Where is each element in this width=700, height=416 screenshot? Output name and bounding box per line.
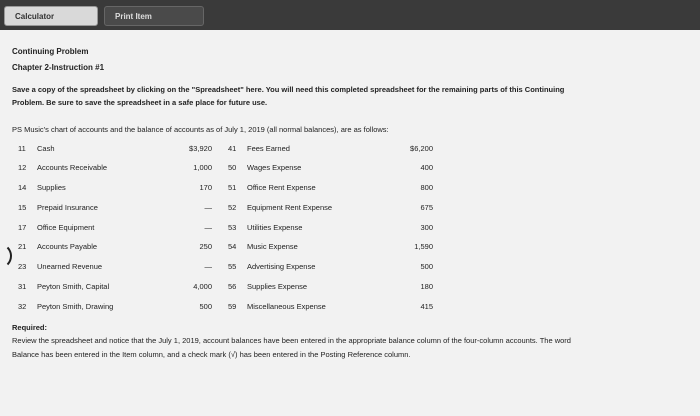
account-number: 11	[18, 144, 26, 153]
account-number: 21	[18, 242, 27, 251]
table-row	[0, 203, 700, 223]
account-number: 52	[228, 203, 237, 212]
table-row	[0, 163, 700, 183]
account-name: Unearned Revenue	[37, 262, 103, 271]
account-number: 12	[18, 163, 27, 172]
table-row	[0, 262, 700, 282]
account-balance: 1,590	[414, 242, 433, 251]
account-balance: 300	[420, 223, 433, 232]
account-name: Peyton Smith, Drawing	[37, 302, 114, 311]
table-row	[0, 144, 700, 164]
top-toolbar	[0, 0, 700, 30]
account-number: 41	[228, 144, 237, 153]
account-name: Peyton Smith, Capital	[37, 282, 110, 291]
account-name: Miscellaneous Expense	[247, 302, 326, 311]
account-balance: 500	[420, 262, 433, 271]
account-number: 14	[18, 183, 27, 192]
table-row	[0, 183, 700, 203]
intro-text: PS Music's chart of accounts and the balance of accounts as of July 1, 2019 (all normal balances), are as follows:	[12, 125, 389, 134]
save-note-line1: Save a copy of the spreadsheet by clicking on the "Spreadsheet" here. You will need this completed spreadsheet for the remaining parts of this Continuing	[12, 85, 565, 94]
account-number: 15	[18, 203, 27, 212]
problem-page	[0, 30, 700, 416]
print-item-button[interactable]: Print Item	[104, 6, 204, 26]
account-name: Accounts Payable	[37, 242, 98, 251]
calculator-button[interactable]: Calculator	[4, 6, 98, 26]
account-balance: 170	[199, 183, 212, 192]
account-balance: —	[204, 203, 212, 212]
account-number: 55	[228, 262, 237, 271]
account-name: Supplies	[37, 183, 66, 192]
account-balance: 1,000	[193, 163, 212, 172]
account-name: Wages Expense	[247, 163, 302, 172]
account-name: Advertising Expense	[247, 262, 316, 271]
instruction-heading: Chapter 2-Instruction #1	[12, 63, 105, 72]
account-name: Supplies Expense	[247, 282, 308, 291]
account-number: 53	[228, 223, 237, 232]
account-balance: 675	[420, 203, 433, 212]
account-number: 50	[228, 163, 237, 172]
account-name: Utilities Expense	[247, 223, 303, 232]
account-balance: 415	[420, 302, 433, 311]
account-balance: $6,200	[410, 144, 433, 153]
account-number: 56	[228, 282, 237, 291]
account-balance: —	[204, 262, 212, 271]
account-balance: 800	[420, 183, 433, 192]
account-name: Prepaid Insurance	[37, 203, 98, 212]
account-name: Music Expense	[247, 242, 298, 251]
problem-title: Continuing Problem	[12, 47, 89, 56]
account-name: Cash	[37, 144, 55, 153]
account-number: 51	[228, 183, 237, 192]
required-line1: Review the spreadsheet and notice that the July 1, 2019, account balances have been entered in the appropriate balance column of the four-column accounts. The word	[12, 336, 571, 345]
account-name: Equipment Rent Expense	[247, 203, 333, 212]
account-number: 17	[18, 223, 27, 232]
account-number: 54	[228, 242, 237, 251]
account-number: 32	[18, 302, 27, 311]
save-note-line2: Problem. Be sure to save the spreadsheet in a safe place for future use.	[12, 98, 268, 107]
account-number: 31	[18, 282, 27, 291]
account-balance: 250	[199, 242, 212, 251]
account-balance: 500	[199, 302, 212, 311]
account-name: Fees Earned	[247, 144, 290, 153]
account-balance: $3,920	[189, 144, 212, 153]
account-name: Office Rent Expense	[247, 183, 316, 192]
table-row	[0, 242, 700, 262]
account-number: 59	[228, 302, 237, 311]
required-heading: Required:	[12, 323, 48, 332]
table-row	[0, 302, 700, 322]
required-line2: Balance has been entered in the Item column, and a check mark (√) has been entered in the Posting Reference column.	[12, 350, 411, 359]
account-name: Accounts Receivable	[37, 163, 108, 172]
account-balance: 180	[420, 282, 433, 291]
account-balance: 400	[420, 163, 433, 172]
table-row	[0, 223, 700, 243]
account-balance: —	[204, 223, 212, 232]
account-number: 23	[18, 262, 27, 271]
account-name: Office Equipment	[37, 223, 95, 232]
table-row	[0, 282, 700, 302]
account-balance: 4,000	[193, 282, 212, 291]
